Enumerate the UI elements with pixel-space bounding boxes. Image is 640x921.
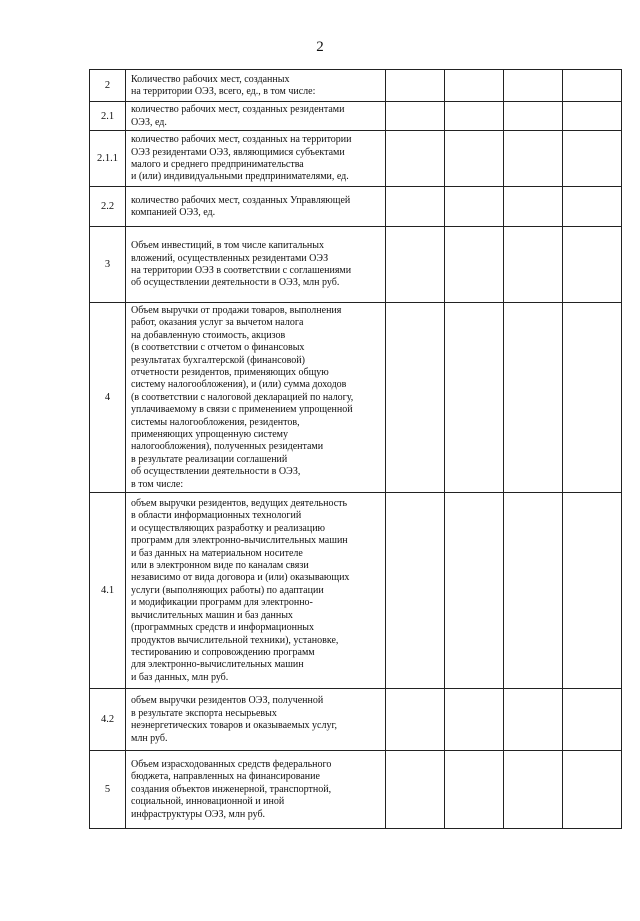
value-cell (386, 227, 445, 303)
value-cell (563, 131, 622, 187)
value-cell (563, 102, 622, 131)
value-cell (563, 70, 622, 102)
description-line: применяющих упрощенную систему (131, 429, 288, 441)
description-line: малого и среднего предпринимательства (131, 159, 304, 170)
value-cell (445, 131, 504, 187)
row-description (126, 70, 386, 102)
row-number: 2.1 (90, 102, 126, 131)
description-line: компанией ОЭЗ, ед. (131, 207, 216, 218)
description-line: создания объектов инженерной, транспортной, (131, 783, 332, 795)
row-description (126, 689, 386, 751)
value-cell (386, 689, 445, 751)
value-cell (504, 689, 563, 751)
table-row (90, 751, 622, 829)
table-row (90, 689, 622, 751)
description-line: на территории ОЭЗ, всего, ед., в том числе: (131, 86, 316, 97)
row-number: 3 (90, 227, 126, 303)
value-cell (386, 131, 445, 187)
description-line: Объем выручки от продажи товаров, выполнения (131, 305, 342, 316)
description-line: в результате реализации соглашений (131, 453, 288, 465)
value-cell (445, 493, 504, 689)
description-line: бюджета, направленных на финансирование (131, 771, 320, 783)
description-line: млн руб. (131, 732, 168, 744)
description-line: количество рабочих мест, созданных Управляющей (131, 194, 351, 206)
description-line: программ для электронно-вычислительных машин (131, 535, 348, 547)
value-cell (504, 131, 563, 187)
value-cell (504, 227, 563, 303)
value-cell (504, 187, 563, 227)
description-line: продуктов вычислительной техники), установке, (131, 634, 339, 646)
table-row (90, 70, 622, 102)
value-cell (445, 303, 504, 493)
value-cell (386, 70, 445, 102)
value-cell (563, 751, 622, 829)
value-cell (386, 303, 445, 493)
description-line: услуги (выполняющих работы) по адаптации (131, 584, 324, 596)
value-cell (563, 493, 622, 689)
value-cell (445, 187, 504, 227)
value-cell (445, 689, 504, 751)
value-cell (563, 227, 622, 303)
description-line: (программных средств и информационных (131, 622, 315, 634)
description-line: вложений, осуществленных резидентами ОЭЗ (131, 252, 329, 264)
description-line: отчетности резидентов, применяющих общую (131, 367, 329, 379)
row-number: 4.2 (90, 689, 126, 751)
description-line: об осуществлении деятельности в ОЭЗ, (131, 466, 301, 478)
row-number: 4 (90, 303, 126, 493)
description-line: и (или) индивидуальными предпринимателями, ед. (131, 171, 349, 183)
description-line: в том числе: (131, 478, 184, 490)
description-line: Объем израсходованных средств федерального (131, 759, 332, 771)
row-number: 5 (90, 751, 126, 829)
value-cell (504, 303, 563, 493)
description-line: результатах бухгалтерской (финансовой) (131, 354, 305, 366)
row-number: 4.1 (90, 493, 126, 689)
row-number: 2.2 (90, 187, 126, 227)
description-line: или в электронном виде по каналам связи (131, 560, 309, 572)
table-row (90, 187, 622, 227)
value-cell (386, 493, 445, 689)
description-line: систему налогообложения), и (или) сумма доходов (131, 379, 347, 391)
row-description (126, 751, 386, 829)
page-number: 2 (316, 39, 324, 55)
indicators-table (89, 69, 622, 829)
value-cell (386, 751, 445, 829)
description-line: об осуществлении деятельности в ОЭЗ, млн руб. (131, 277, 340, 289)
table-row (90, 102, 622, 131)
value-cell (386, 102, 445, 131)
row-number: 2.1.1 (90, 131, 126, 187)
description-line: (в соответствии с налоговой декларацией по налогу, (131, 391, 354, 403)
description-line: Объем инвестиций, в том числе капитальных (131, 240, 324, 252)
description-line: для электронно-вычислительных машин (131, 659, 304, 671)
table-row (90, 227, 622, 303)
description-line: работ, оказания услуг за вычетом налога (131, 317, 304, 329)
table-row (90, 303, 622, 493)
value-cell (445, 70, 504, 102)
row-description (126, 493, 386, 689)
description-line: неэнергетических товаров и оказываемых услуг, (131, 720, 337, 732)
table-row (90, 131, 622, 187)
description-line: тестированию и сопровождению программ (131, 646, 315, 658)
value-cell (445, 102, 504, 131)
description-line: уплачиваемому в связи с применением упрощенной (131, 404, 353, 416)
row-description (126, 131, 386, 187)
value-cell (563, 689, 622, 751)
description-line: вычислительных машин и баз данных (131, 609, 293, 621)
description-line: социальной, инновационной и иной (131, 796, 285, 808)
description-line: объем выручки резидентов ОЭЗ, полученной (131, 695, 324, 707)
description-line: системы налогообложения, резидентов, (131, 416, 300, 428)
description-line: объем выручки резидентов, ведущих деятельность (131, 498, 348, 510)
description-line: инфраструктуры ОЭЗ, млн руб. (131, 808, 266, 820)
row-number: 2 (90, 70, 126, 102)
description-line: (в соответствии с отчетом о финансовых (131, 342, 305, 354)
value-cell (563, 303, 622, 493)
description-line: и модификации программ для электронно- (131, 597, 313, 609)
description-line: в результате экспорта несырьевых (131, 707, 277, 719)
value-cell (504, 70, 563, 102)
description-line: количество рабочих мест, созданных резидентами (131, 104, 345, 116)
description-line: ОЭЗ резидентами ОЭЗ, являющимися субъектами (131, 146, 345, 158)
description-line: ОЭЗ, ед. (131, 116, 167, 128)
table-row (90, 493, 622, 689)
value-cell (386, 187, 445, 227)
value-cell (504, 493, 563, 689)
description-line: и осуществляющих разработку и реализацию (131, 522, 326, 534)
value-cell (445, 751, 504, 829)
value-cell (504, 751, 563, 829)
row-description (126, 303, 386, 493)
value-cell (445, 227, 504, 303)
description-line: количество рабочих мест, созданных на территории (131, 134, 352, 146)
row-description (126, 227, 386, 303)
description-line: на территории ОЭЗ в соответствии с соглашениями (131, 265, 352, 276)
value-cell (504, 102, 563, 131)
row-description (126, 187, 386, 227)
description-line: в области информационных технологий (131, 510, 302, 522)
row-description (126, 102, 386, 131)
description-line: на добавленную стоимость, акцизов (131, 329, 286, 341)
description-line: Количество рабочих мест, созданных (131, 73, 290, 85)
description-line: и баз данных, млн руб. (131, 671, 229, 683)
description-line: налогообложения), полученных резидентами (131, 441, 324, 453)
description-line: и баз данных на материальном носителе (131, 547, 303, 559)
value-cell (563, 187, 622, 227)
description-line: независимо от вида договора и (или) оказывающих (131, 572, 350, 584)
